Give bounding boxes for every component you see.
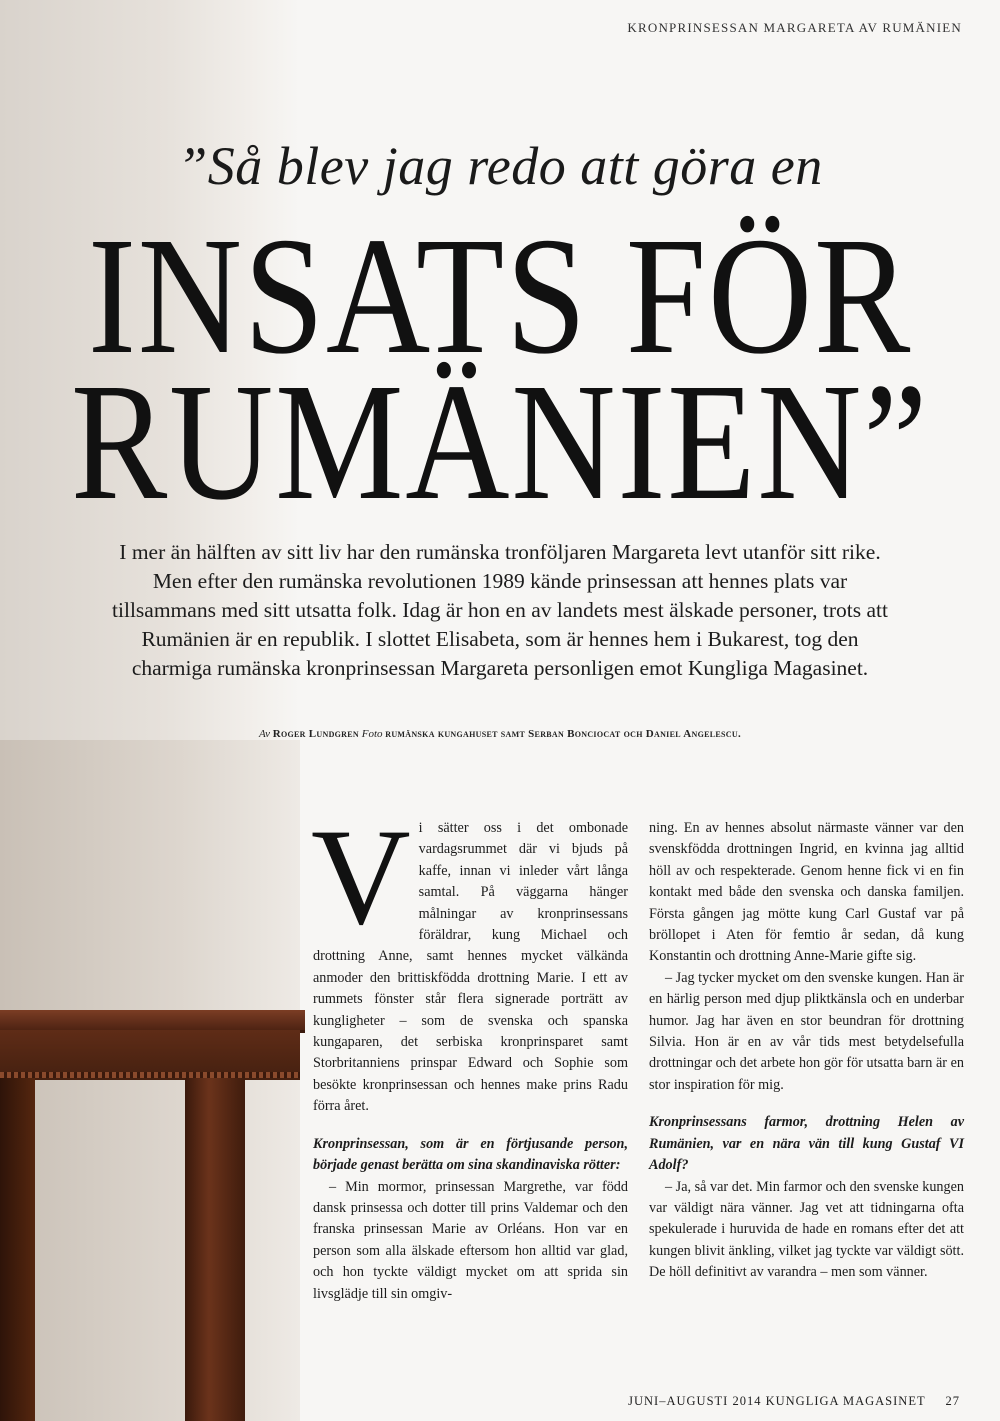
body-paragraph: – Ja, så var det. Min farmor och den svenske kungen var väldigt nära vänner. Jag vet att tidningarna ofta spekulerade i huruvida de hade en romans efter det att kungen blivit änkling, vilket jag tyckte var väldigt sött. De höll definitivt av varandra – men som vänner.	[649, 1178, 964, 1281]
article-column-1	[311, 800, 628, 1305]
byline-author: Roger Lundgren	[272, 728, 359, 740]
footer-magazine: KUNGLIGA MAGASINET	[765, 1394, 926, 1408]
headline-line-1: INSATS FÖR	[87, 203, 913, 389]
byline-av: Av	[258, 728, 270, 740]
table-beading	[0, 1072, 300, 1078]
page-footer	[628, 1394, 960, 1409]
drop-cap: V	[311, 800, 411, 953]
body-paragraph: ning. En av hennes absolut närmaste vänner var den svenskfödda drottningen Ingrid, en kvinna jag alltid höll av och respekterade. Genom henne fick vi en fin kontakt med både den svenska och danska familjen. Första gången jag mötte kung Carl Gustaf var på bröllopet i Aten för femtio år sedan, då kung Konstantin och drottning Anne-Marie gifte sig.	[649, 820, 964, 965]
background-wall	[0, 740, 300, 1421]
table-leg-right	[185, 1078, 245, 1421]
headline-line-2: RUMÄNIEN”	[70, 349, 930, 535]
headline-quote-line: ”Så blev jag redo att göra en	[177, 136, 823, 196]
interview-question: Kronprinsessans farmor, drottning Helen av Rumänien, var en nära vän till kung Gustaf VI Adolf?	[649, 1114, 964, 1174]
article-column-2	[649, 818, 964, 1284]
body-paragraph: – Min mormor, prinsessan Margrethe, var född dansk prinsessa och dotter till prins Valdemar och den franska prinsessan Marie av Orléans. Hon var en person som alla älskade eftersom hon alltid var glad, och hon tyckte väldigt mycket om att sprida sin livsglädje till sin omgiv-	[313, 1178, 628, 1302]
section-kicker: KRONPRINSESSAN MARGARETA AV RUMÄNIEN	[627, 20, 962, 35]
body-paragraph: i sätter oss i det ombonade vardagsrummet där vi bjuds på kaffe, innan vi inleder vårt långa samtal. På väggarna hänger målningar av kronprinsessans föräldrar, kung Michael och drottning Anne, samt hennes mycket välkända anmoder den brittiskfödda drottning Marie. I ett av rummets fönster står flera signerade porträtt av kungligheter – som de svenska och spanska kungaparen, det serbiska kronprinsparet samt Storbritanniens prinspar Edward och Sophie som besökte kronprinsessan och hennes make prins Radu förra året.	[313, 820, 628, 1115]
footer-issue: JUNI–AUGUSTI 2014	[628, 1394, 762, 1408]
body-paragraph: – Jag tycker mycket om den svenske kungen. Han är en härlig person med djup pliktkänsla och en underbar humor. Jag har även en stor beundran för drottning Silvia. Hon är en av vår tids mest betydelsefulla drottningar och det arbete hon gör för utsatta barn är en stor inspiration för mig.	[649, 969, 964, 1093]
byline-foto: Foto	[361, 728, 383, 740]
page-number: 27	[945, 1394, 960, 1408]
byline-photographers: rumänska kungahuset samt Serban Bonciocat och Daniel Angelescu.	[385, 728, 742, 740]
lead-paragraph: I mer än hälften av sitt liv har den rumänska tronföljaren Margareta levt utanför sitt rike. Men efter den rumänska revolutionen 1989 kände prinsessan att hennes plats var tillsammans med sitt utsatta folk. Idag är hon en av landets mest älskade personer, trots att Rumänien är en republik. I slottet Elisabeta, som är hennes hem i Bukarest, tog den charmiga rumänska kronprinsessan Margareta personligen emot Kungliga Magasinet.	[112, 540, 888, 680]
byline	[100, 728, 900, 740]
table-leg-left	[0, 1078, 35, 1421]
interview-question: Kronprinsessan, som är en förtjusande person, började genast berätta om sina skandinaviska rötter:	[313, 1135, 628, 1174]
